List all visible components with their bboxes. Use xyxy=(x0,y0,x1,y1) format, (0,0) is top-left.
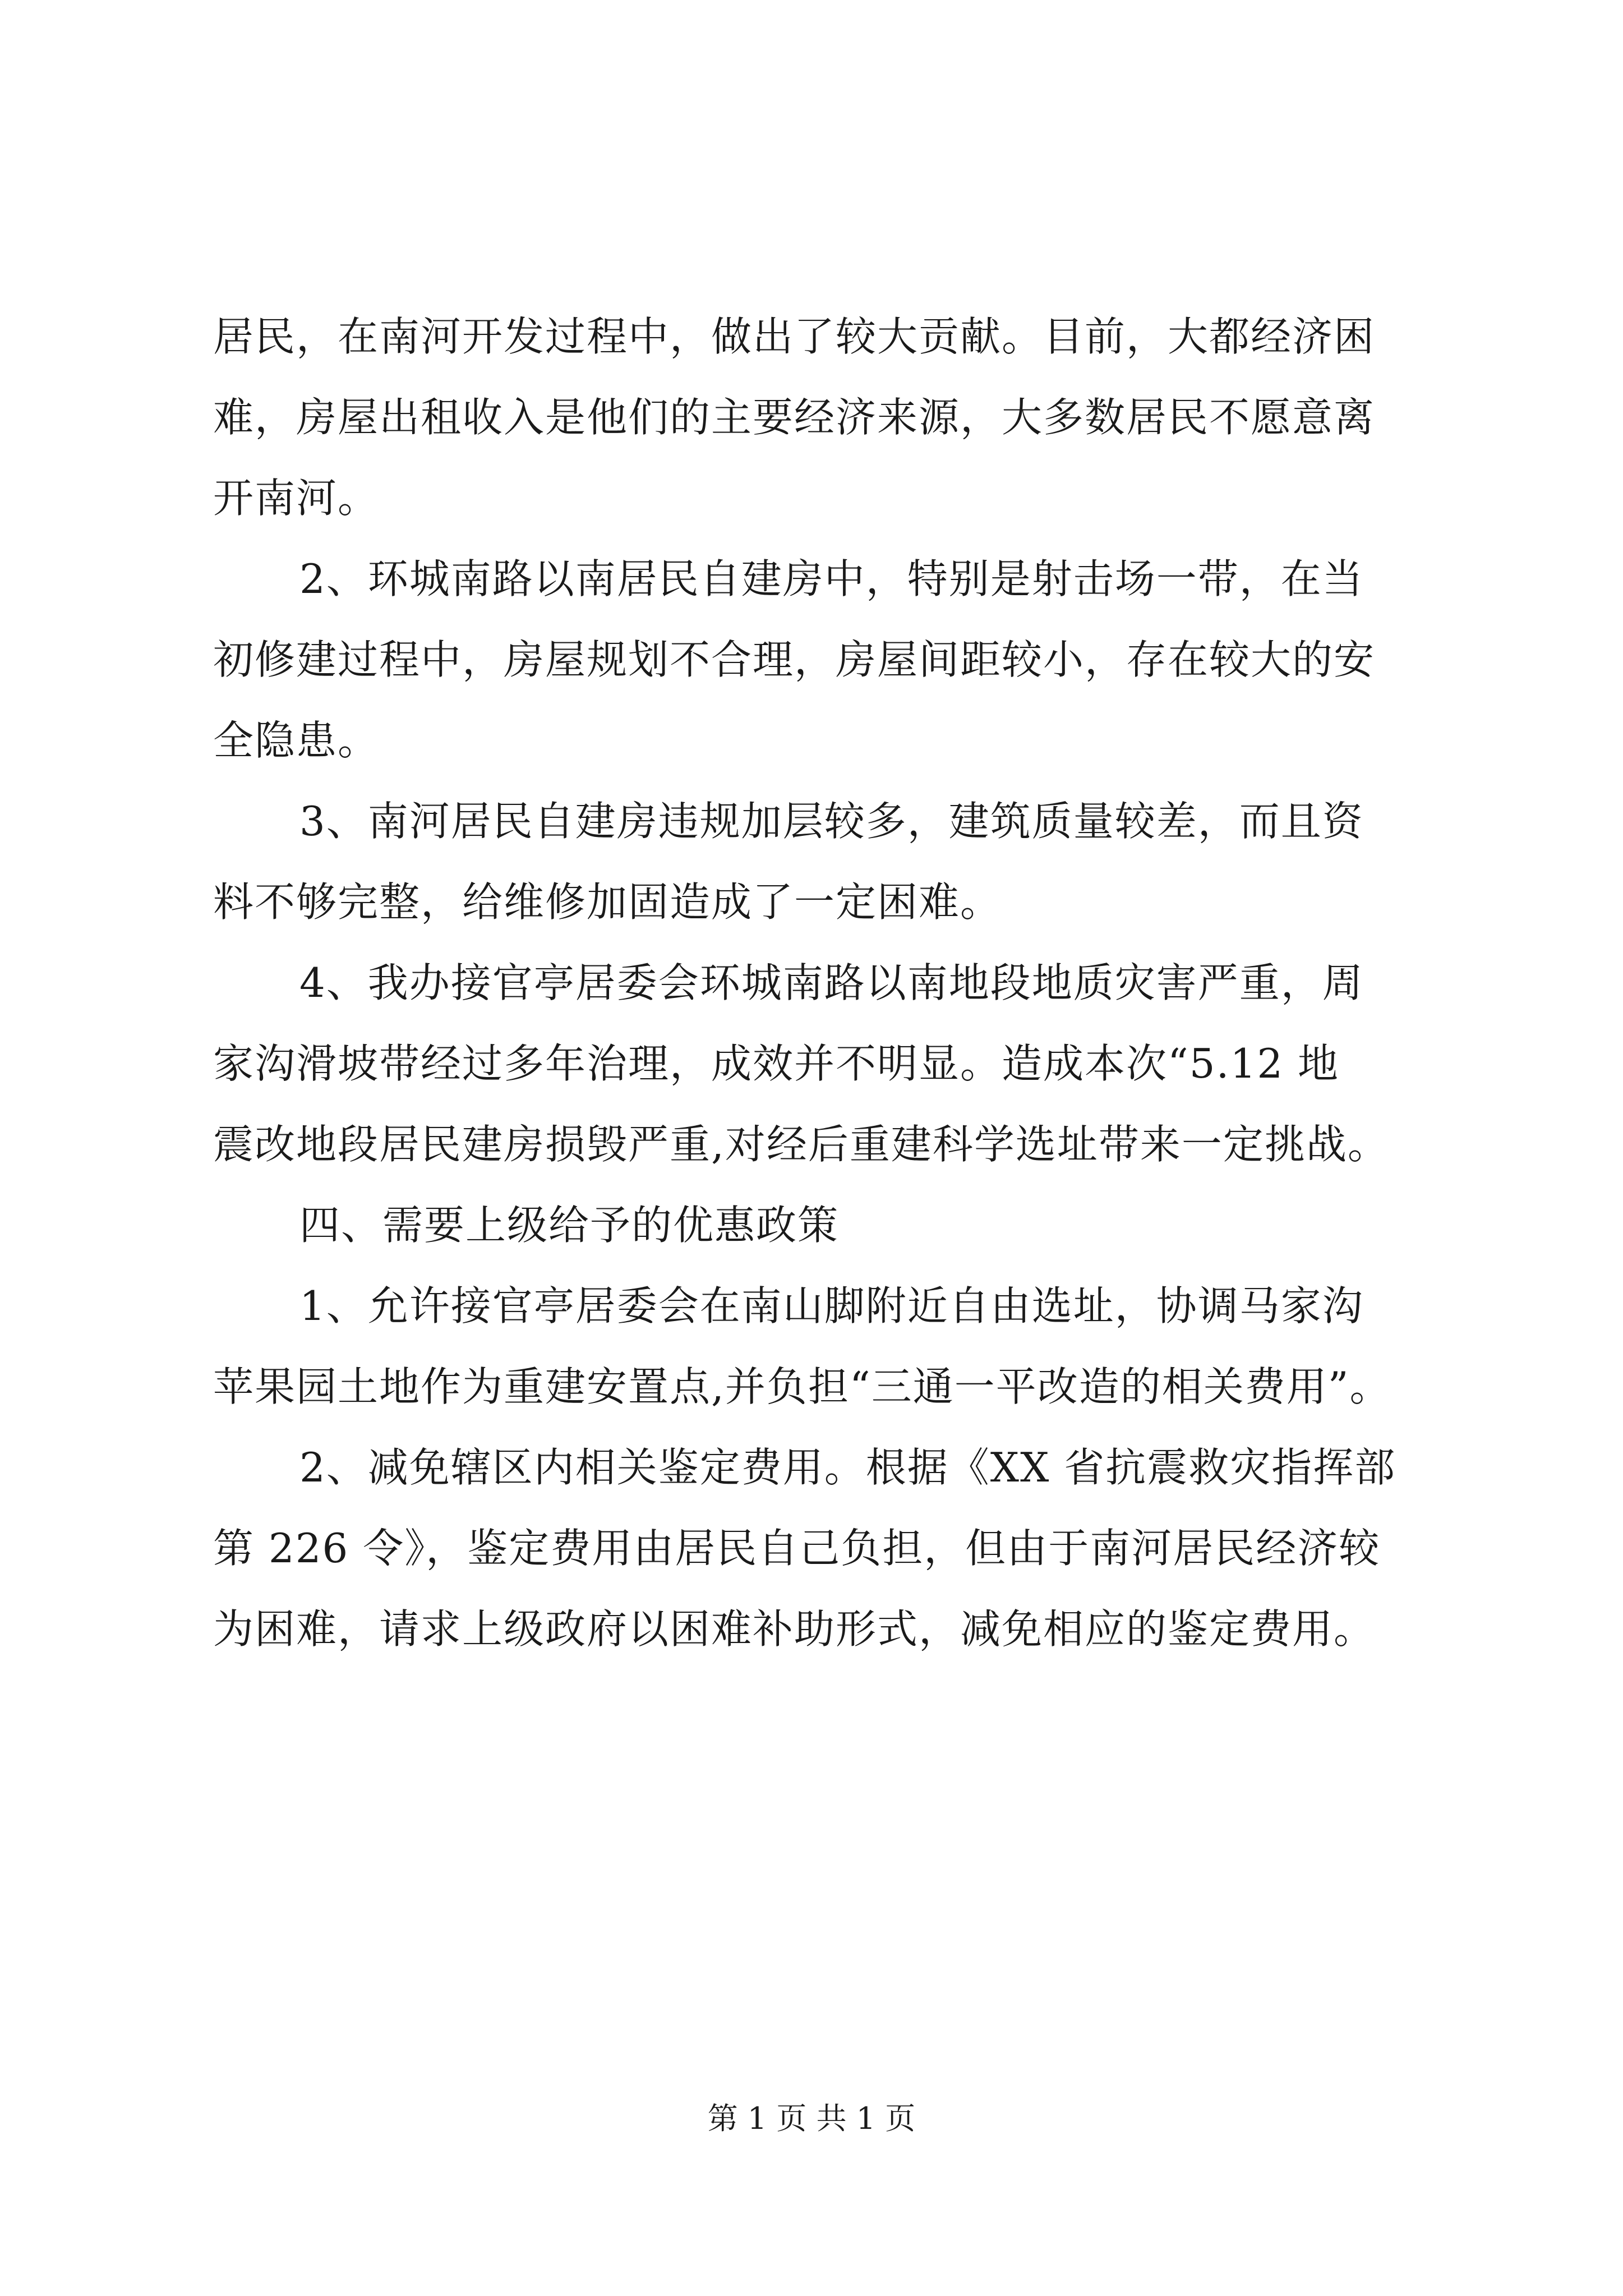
paragraph-line: 难，房屋出租收入是他们的主要经济来源，大多数居民不愿意离 xyxy=(213,394,1376,441)
paragraph-line: 苹果园土地作为重建安置点,并负担“三通一平改造的相关费用”。 xyxy=(213,1363,1391,1410)
paragraph-line: 2、减免辖区内相关鉴定费用。根据《XX 省抗震救灾指挥部 xyxy=(299,1444,1396,1491)
paragraph-line: 开南河。 xyxy=(213,475,380,522)
paragraph-line: 全隐患。 xyxy=(213,717,380,764)
paragraph-line: 2、环城南路以南居民自建房中，特别是射击场一带，在当 xyxy=(299,555,1364,602)
section-heading: 四、需要上级给予的优惠政策 xyxy=(299,1202,840,1249)
paragraph-line: 为困难，请求上级政府以困难补助形式，减免相应的鉴定费用。 xyxy=(213,1605,1376,1653)
paragraph-line: 震改地段居民建房损毁严重,对经后重建科学选址带来一定挑战。 xyxy=(213,1121,1389,1168)
paragraph-line: 居民，在南河开发过程中，做出了较大贡献。目前，大都经济困 xyxy=(213,313,1376,360)
paragraph-line: 4、我办接官亭居委会环城南路以南地段地质灾害严重，周 xyxy=(299,959,1364,1006)
paragraph-line: 料不够完整，给维修加固造成了一定困难。 xyxy=(213,878,1002,926)
paragraph-line: 3、南河居民自建房违规加层较多，建筑质量较差，而且资 xyxy=(299,798,1364,845)
paragraph-line: 家沟滑坡带经过多年治理，成效并不明显。造成本次“5.12 地 xyxy=(213,1040,1340,1087)
paragraph-line: 初修建过程中，房屋规划不合理，房屋间距较小，存在较大的安 xyxy=(213,636,1376,683)
paragraph-line: 第 226 令》，鉴定费用由居民自己负担，但由于南河居民经济较 xyxy=(213,1525,1381,1572)
paragraph-line: 1、允许接官亭居委会在南山脚附近自由选址，协调马家沟 xyxy=(299,1282,1364,1329)
page-footer: 第 1 页 共 1 页 xyxy=(707,2101,916,2136)
